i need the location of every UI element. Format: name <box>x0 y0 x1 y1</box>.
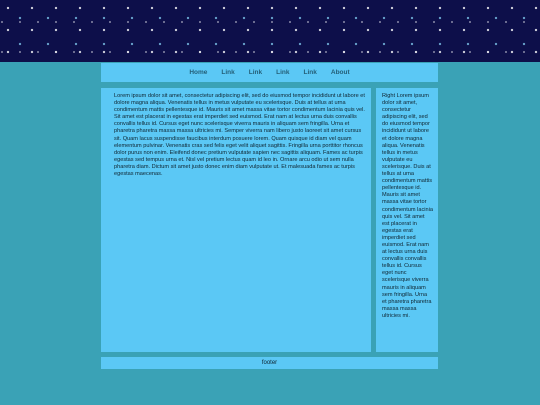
main-paragraph: Lorem ipsum dolor sit amet, consectetur adipiscing elit, sed do eiusmod tempor incididunt ut labore et dolore magna aliqua. Venenatis tellus in metus vulputate eu scelerisque. Duis at tellus at urna condimentum mattis pellentesque id. Mauris sit amet massa vitae tortor condimentum lacinia quis vel. Sit amet est placerat in egestas erat imperdiet sed euismod. Erat nam at lectus urna duis convallis convallis tellus id. Cursus eget nunc scelerisque viverra mauris in aliquam sem fringilla. Urna et pharetra pharetra massa massa ultricies mi. Semper viverra nam libero justo laoreet sit amet cursus sit. Quam lacus suspendisse faucibus interdum posuere lorem. Quam quisque id diam vel quam elementum pulvinar. Venenatis cras sed felis eget velit aliquet sagittis. Fringilla urna porttitor rhoncus dolor purus non enim. Eleifend donec pretium vulputate sapien nec sagittis aliquam. Fames ac turpis egestas sed tempus urna et. Nisl vel pretium lectus quam id leo in. Ornare arcu odio ut sem nulla pharetra diam. Dictum sit amet justo donec enim diam vulputate ut. Et malesuada fames ac turpis egestas maecenas. <box>114 93 365 178</box>
page-footer <box>101 357 438 369</box>
nav-link-about[interactable]: About <box>330 69 350 76</box>
nav-link-2[interactable]: Link <box>248 69 263 76</box>
main-content <box>101 88 371 352</box>
nav-link-1[interactable]: Link <box>221 69 235 76</box>
sidebar-paragraph: Right Lorem ipsum dolor sit amet, consectetur adipiscing elit, sed do eiusmod tempor incididunt ut labore et dolore magna aliqua. Venenatis tellus in metus vulputate eu scelerisque. Duis at tellus at urna condimentum mattis pellentesque id. Mauris sit amet massa vitae tortor condimentum lacinia quis vel. Sit amet est placerat in egestas erat imperdiet sed euismod. Erat nam at lectus urna duis convallis convallis tellus id. Cursus eget nunc scelerisque viverra mauris in aliquam sem fringilla. Urna et pharetra pharetra massa massa ultricies mi. <box>382 93 433 319</box>
starry-header-banner <box>0 0 540 62</box>
top-navigation <box>101 63 438 82</box>
footer-text: footer <box>261 360 278 366</box>
right-sidebar <box>376 88 438 352</box>
nav-link-4[interactable]: Link <box>303 69 317 76</box>
nav-link-3[interactable]: Link <box>276 69 290 76</box>
nav-link-home[interactable]: Home <box>189 69 208 76</box>
